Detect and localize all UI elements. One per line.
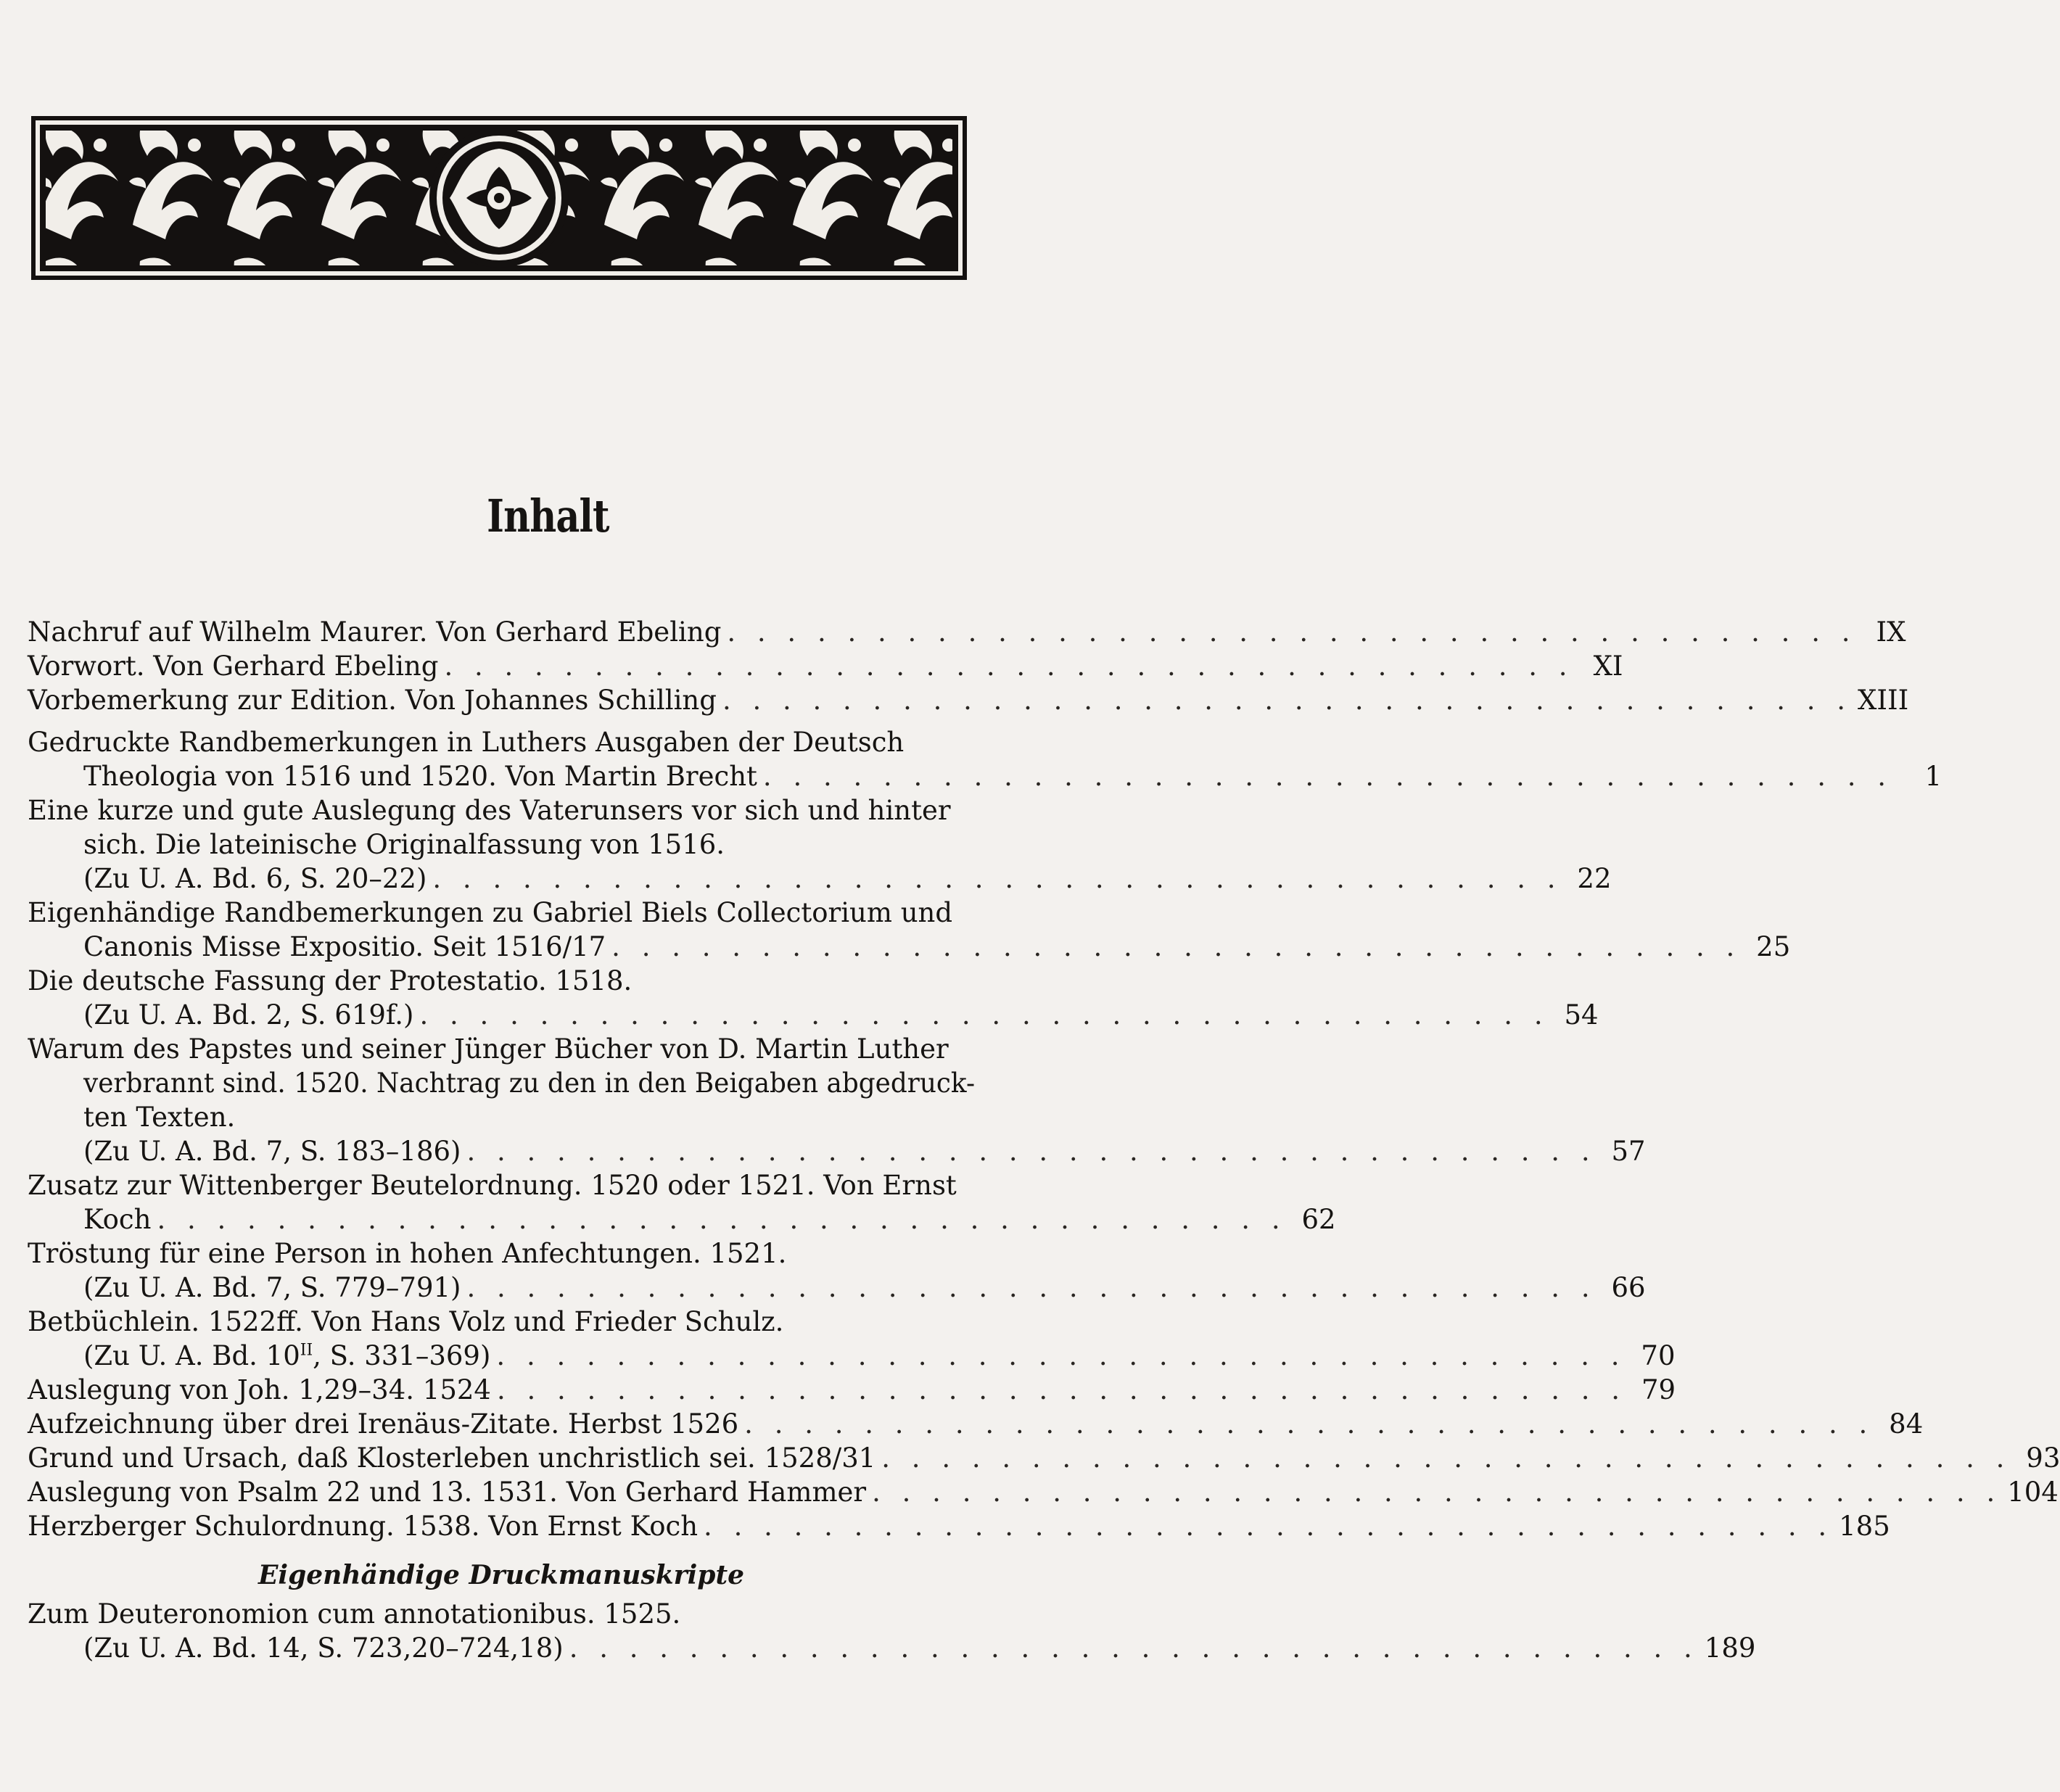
toc-entry-continuation: (Zu U. A. Bd. 7, S. 779–791): [83, 1272, 461, 1303]
toc-entry-title: Vorwort. Von Gerhard Ebeling: [28, 651, 439, 682]
dot-leader: . . . . . . . . . . . . . . . . . . . . . . . . . . . . . . . . . . . . . .: [432, 863, 1562, 894]
dot-leader: . . . . . . . . . . . . . . . . . . . . . . . . . . . . . . . . . . . . . .: [872, 1477, 2002, 1508]
dot-leader: . . . . . . . . . . . . . . . . . . . . . . . . . . . . . . . . . . . . . .: [466, 1272, 1596, 1303]
toc-page-number: 189: [1704, 1632, 1756, 1664]
toc-entry-title: Vorbemerkung zur Edition. Von Johannes Schilling: [28, 685, 717, 716]
toc-entry: [28, 1305, 1676, 1373]
toc-entry-title: Die deutsche Fassung der Protestatio. 1518.: [28, 965, 633, 996]
toc-entry-title: Nachruf auf Wilhelm Maurer. Von Gerhard Ebeling: [28, 616, 722, 648]
section-heading: Eigenhändige Druckmanuskripte: [258, 1560, 745, 1590]
dot-leader: . . . . . . . . . . . . . . . . . . . . . . . . . . . . . . . . . . . . . .: [157, 1204, 1287, 1235]
toc-entry-title: Tröstung für eine Person in hohen Anfechtungen. 1521.: [28, 1238, 787, 1269]
dot-leader: . . . . . . . . . . . . . . . . . . . . . . . . . . . . . . . . . . . . . .: [444, 651, 1574, 682]
toc-page-number: 93: [2026, 1442, 2060, 1474]
toc-page-number: XIII: [1858, 685, 1909, 716]
toc-entry-title: Auslegung von Joh. 1,29–34. 1524: [28, 1374, 491, 1405]
toc-entry-continuation: (Zu U. A. Bd. 2, S. 619f.): [83, 999, 414, 1031]
toc-entry-title: Eine kurze und gute Auslegung des Vaterunsers vor sich und hinter: [28, 795, 951, 826]
toc-entry-continuation: Koch: [83, 1204, 152, 1235]
toc-entry: [28, 1032, 1646, 1168]
toc-entry-title: Grund und Ursach, daß Klosterleben unchristlich sei. 1528/31: [28, 1442, 876, 1474]
toc-entry: [28, 649, 1623, 683]
dot-leader: . . . . . . . . . . . . . . . . . . . . . . . . . . . . . . . . . . . . . .: [611, 931, 1742, 962]
toc-entry-title: Auslegung von Psalm 22 und 13. 1531. Von Gerhard Hammer: [28, 1477, 867, 1508]
toc-entry-title: Zusatz zur Wittenberger Beutelordnung. 1520 oder 1521. Von Ernst: [28, 1170, 957, 1201]
toc-entry: [28, 964, 1599, 1032]
toc-entry: [28, 1475, 2059, 1509]
toc-page-number: 104: [2007, 1477, 2059, 1508]
toc-page-number: 185: [1839, 1511, 1890, 1542]
toc-page-number: 54: [1564, 999, 1599, 1031]
ornament-banner-icon: [31, 116, 967, 280]
toc-page-number: 22: [1577, 863, 1612, 894]
dot-leader: . . . . . . . . . . . . . . . . . . . . . . . . . . . . . . . . . . . . . .: [762, 761, 1893, 792]
page-title: Inhalt: [487, 490, 609, 542]
toc-entry: [28, 896, 1791, 964]
dot-leader: . . . . . . . . . . . . . . . . . . . . . . . . . . . . . . . . . . . . . .: [704, 1511, 1834, 1542]
toc-entry-continuation: (Zu U. A. Bd. 14, S. 723,20–724,18): [83, 1632, 564, 1664]
dot-leader: . . . . . . . . . . . . . . . . . . . . . . . . . . . . . . . . . . . . . .: [466, 1136, 1596, 1167]
toc-entry: [28, 1597, 1756, 1665]
dot-leader: . . . . . . . . . . . . . . . . . . . . . . . . . . . . . . . . . . . . . .: [727, 616, 1857, 648]
toc-page-number: 84: [1889, 1408, 1924, 1440]
toc-entry: [28, 1407, 1924, 1441]
dot-leader: . . . . . . . . . . . . . . . . . . . . . . . . . . . . . . . . . . . . . .: [722, 685, 1853, 716]
toc-entry-title: Eigenhändige Randbemerkungen zu Gabriel Biels Collectorium und: [28, 897, 953, 928]
toc-entry: [28, 1168, 1336, 1236]
table-of-contents: [28, 615, 2060, 1665]
toc-page-number: 66: [1611, 1272, 1646, 1303]
toc-page-number: 1: [1924, 761, 1942, 792]
toc-entry: [28, 1509, 1890, 1543]
toc-entry-title: Betbüchlein. 1522ff. Von Hans Volz und Frieder Schulz.: [28, 1306, 784, 1337]
toc-entry-continuation: verbrannt sind. 1520. Nachtrag zu den in den Beigaben abgedruck-: [83, 1068, 976, 1099]
toc-page-number: 57: [1611, 1136, 1646, 1167]
dot-leader: . . . . . . . . . . . . . . . . . . . . . . . . . . . . . . . . . . . . . .: [496, 1340, 1626, 1371]
toc-entry-title: Aufzeichnung über drei Irenäus-Zitate. Herbst 1526: [28, 1408, 739, 1440]
toc-entry-continuation: ten Texten.: [83, 1102, 236, 1133]
toc-entry-continuation: Canonis Misse Expositio. Seit 1516/17: [83, 931, 606, 962]
toc-entry-title: Herzberger Schulordnung. 1538. Von Ernst Koch: [28, 1511, 699, 1542]
dot-leader: . . . . . . . . . . . . . . . . . . . . . . . . . . . . . . . . . . . . . .: [744, 1408, 1874, 1440]
toc-page-number: XI: [1593, 651, 1623, 682]
dot-leader: . . . . . . . . . . . . . . . . . . . . . . . . . . . . . . . . . . . . . .: [881, 1442, 2011, 1474]
toc-page-number: 70: [1641, 1340, 1676, 1371]
toc-page-number: 25: [1756, 931, 1791, 962]
dot-leader: . . . . . . . . . . . . . . . . . . . . . . . . . . . . . . . . . . . . . .: [496, 1374, 1627, 1405]
toc-entry-continuation: Theologia von 1516 und 1520. Von Martin Brecht: [83, 761, 757, 792]
toc-entry-continuation: (Zu U. A. Bd. 7, S. 183–186): [83, 1136, 461, 1167]
toc-entry-title: Gedruckte Randbemerkungen in Luthers Ausgaben der Deutsch: [28, 727, 905, 758]
toc-entry-title: Warum des Papstes und seiner Jünger Bücher von D. Martin Luther: [28, 1033, 949, 1065]
toc-entry: [28, 1441, 2060, 1475]
toc-entry: [28, 793, 1612, 896]
toc-entry: [28, 1373, 1676, 1407]
toc-page-number: 79: [1641, 1374, 1676, 1405]
toc-entry-continuation: (Zu U. A. Bd. 6, S. 20–22): [83, 863, 427, 894]
toc-entry: [28, 725, 1942, 793]
toc-entry-title: Zum Deuteronomion cum annotationibus. 1525.: [28, 1598, 681, 1630]
dot-leader: . . . . . . . . . . . . . . . . . . . . . . . . . . . . . . . . . . . . . .: [569, 1632, 1699, 1664]
toc-page-number: 62: [1301, 1204, 1336, 1235]
toc-entry: [28, 1236, 1646, 1305]
dot-leader: . . . . . . . . . . . . . . . . . . . . . . . . . . . . . . . . . . . . . .: [419, 999, 1549, 1031]
toc-page-number: IX: [1876, 616, 1906, 648]
toc-entry: [28, 683, 1909, 717]
toc-entry-continuation: sich. Die lateinische Originalfassung von 1516.: [83, 829, 725, 860]
toc-entry: [28, 615, 1906, 649]
toc-entry-continuation: (Zu U. A. Bd. $10^{II}$, S. 331–369): [83, 1340, 491, 1371]
